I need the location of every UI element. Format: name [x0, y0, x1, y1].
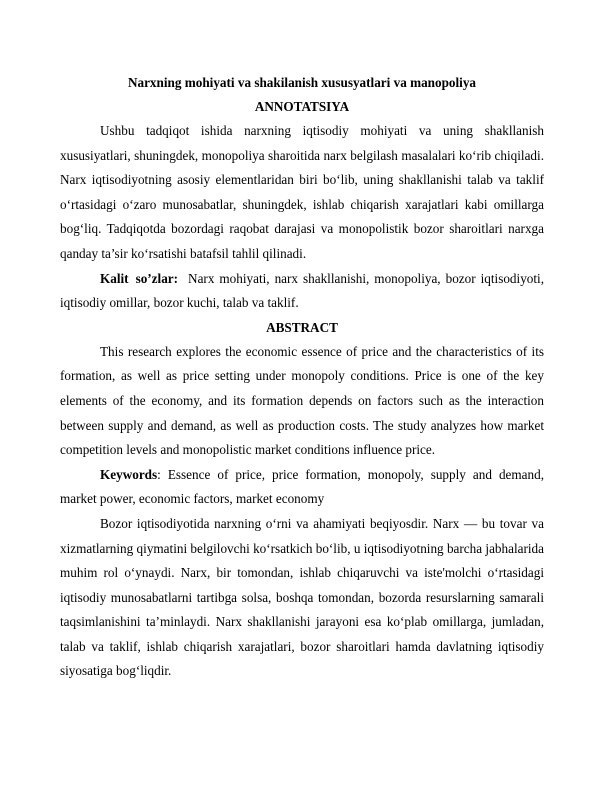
abstract-keywords — [60, 463, 544, 512]
annotation-keywords-text: Narx mohiyati, narx shakllanishi, monopoliya, bozor iqtisodiyoti, iqtisodiy omillar, bozor kuchi, talab va taklif. — [60, 270, 545, 311]
document-page — [60, 71, 544, 684]
abstract-keywords-label: Keywords — [100, 466, 158, 482]
intro-paragraph: Bozor iqtisodiyotida narxning o‘rni va ahamiyati beqiyosdir. Narx — bu tovar va xizmatlarning qiymatini belgilovchi ko‘rsatkich bo‘lib, u iqtisodiyotning barcha jabhalarida muhim rol o‘ynaydi. Narx, bir tomondan, ishlab chiqaruvchi va iste'molchi o‘rtasidagi iqtisodiy munosabatlarni tartibga solsa, boshqa tomondan, bozorda resurslarning samarali taqsimlanishini ta’minlaydi. Narx shakllanishi jarayoni esa ko‘plab omillarga, jumladan, talab va taklif, ishlab chiqarish xarajatlari, bozor sharoitlari hamda davlatning iqtisodiy siyosatiga bog‘liqdir. — [60, 515, 544, 679]
annotation-keywords — [60, 267, 544, 316]
annotation-heading: ANNOTATSIYA — [254, 99, 350, 114]
abstract-heading: ABSTRACT — [266, 319, 338, 335]
abstract-body: This research explores the economic essence of price and the characteristics of its formation, as well as price setting under monopoly conditions. Price is one of the key elements of the economy, and its formation depends on factors such as the interaction between supply and demand, as well as production costs. The study analyzes how market competition levels and monopolistic market conditions influence price. — [60, 343, 544, 458]
annotation-body: Ushbu tadqiqot ishida narxning iqtisodiy mohiyati va uning shakllanish xususiyatlari, shuningdek, monopoliya sharoitida narx belgilash masalalari ko‘rib chiqiladi. Narx iqtisodiyotning asosiy elementlaridan biri bo‘lib, uning shakllanishi talab va taklif o‘rtasidagi o‘zaro munosabatlar, shuningdek, ishlab chiqarish xarajatlari kabi omillarga bog‘liq. Tadqiqotda bozordagi raqobat darajasi va monopolistik bozor sharoitlari narxga qanday ta’sir ko‘rsatishi batafsil tahlil qilinadi. — [60, 123, 544, 261]
paper-title: Narxning mohiyati va shakilanish xususyatlari va manopoliya — [127, 75, 477, 90]
annotation-keywords-label: Kalit so’zlar: — [100, 270, 179, 286]
abstract-keywords-text: : Essence of price, price formation, monopoly, supply and demand, market power, economic factors, market economy — [60, 466, 544, 507]
